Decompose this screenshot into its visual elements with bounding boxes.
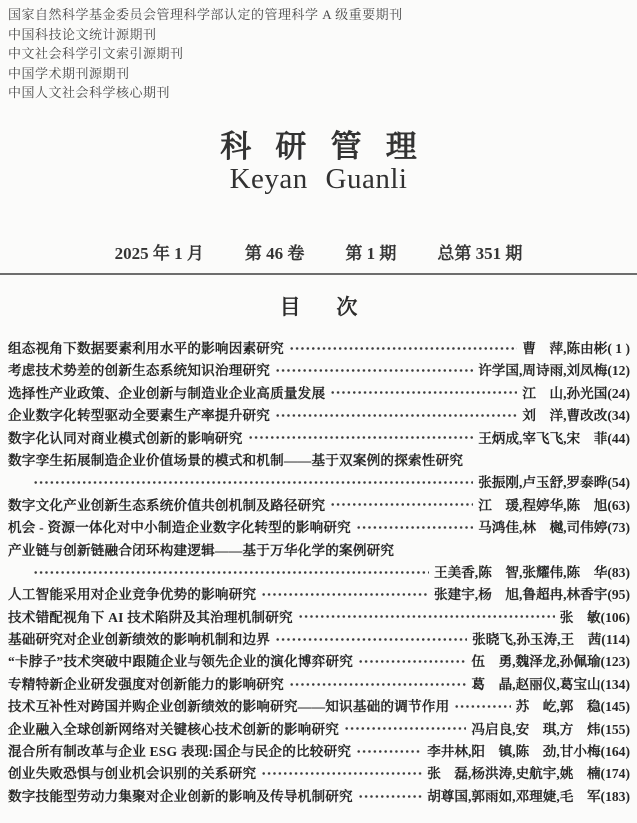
toc-entry-page: (174) xyxy=(600,766,630,782)
dot-leader xyxy=(248,431,474,444)
toc-entry-title: 组态视角下数据要素利用水平的影响因素研究 xyxy=(8,341,284,356)
dot-leader xyxy=(330,498,473,511)
toc-entry-title: 考虑技术势差的创新生态系统知识治理研究 xyxy=(8,363,271,379)
toc-entry-title: 基础研究对企业创新绩效的影响机制和边界 xyxy=(8,632,271,648)
toc-entry-authors: 胡尊国,郭雨如,邓理婕,毛 军 xyxy=(427,788,601,804)
toc-entry-page: (114) xyxy=(601,632,630,648)
issue-date: 2025 年 1 月 xyxy=(114,244,204,263)
toc-entry-title: 混合所有制改革与企业 ESG 表现:国企与民企的比较研究 xyxy=(8,744,352,760)
journal-title-cn: 科研管理 xyxy=(220,129,441,164)
toc-entry-title: 人工智能采用对企业竞争优势的影响研究 xyxy=(8,587,257,603)
toc-entry-authors: 张 敏 xyxy=(559,609,601,625)
toc-entry xyxy=(8,337,630,359)
dot-leader xyxy=(289,678,467,691)
toc-entry xyxy=(8,628,630,650)
dot-leader xyxy=(275,633,467,646)
dot-leader xyxy=(358,655,466,668)
toc-entry-page: (63) xyxy=(607,497,630,513)
toc-entry xyxy=(8,583,630,605)
dot-leader xyxy=(261,588,429,601)
toc-entry xyxy=(8,494,630,516)
dot-leader xyxy=(344,722,466,735)
toc-entry xyxy=(8,382,630,404)
toc-entry-title: 创业失败恐惧与创业机会识别的关系研究 xyxy=(8,766,257,782)
toc-entry-title: 数字文化产业创新生态系统价值共创机制及路径研究 xyxy=(8,497,326,513)
toc-entry-title: 产业链与创新链融合闭环构建逻辑——基于万华化学的案例研究 xyxy=(8,542,395,558)
toc-entry-authors: 葛 晶,赵丽仪,葛宝山 xyxy=(471,676,601,692)
toc-entry-authors: 江 山,孙光国 xyxy=(522,385,608,401)
toc-entry xyxy=(8,516,630,538)
toc-entry-title: 数字孪生拓展制造企业价值场景的模式和机制——基于双案例的探索性研究 xyxy=(8,452,464,468)
toc-entry-title: 数字化认同对商业模式创新的影响研究 xyxy=(8,430,243,446)
accreditation-list xyxy=(8,5,627,103)
toc-entry-page: (12) xyxy=(607,363,630,379)
dot-leader xyxy=(275,364,473,377)
toc-entry-title: 机会 - 资源一体化对中小制造企业数字化转型的影响研究 xyxy=(8,520,351,536)
toc-entry-authors: 张建宇,杨 旭,鲁超冉,林香宇 xyxy=(434,587,608,603)
dot-leader xyxy=(33,566,429,579)
toc-entry-authors: 张 磊,杨洪涛,史航宇,姚 楠 xyxy=(427,766,601,782)
toc-entry xyxy=(8,785,630,807)
toc-entry-authors: 王美香,陈 智,张耀伟,陈 华 xyxy=(434,564,608,580)
toc-entry-continuation xyxy=(8,471,630,493)
dot-leader xyxy=(358,790,422,803)
toc-entry xyxy=(8,359,630,381)
toc-entry-page: (164) xyxy=(600,744,630,760)
toc-entry-page: ( 1 ) xyxy=(607,341,630,356)
accreditation-line: 中国学术期刊源期刊 xyxy=(8,65,130,81)
toc-entry xyxy=(8,740,630,762)
toc-entry-title: 选择性产业政策、企业创新与制造业企业高质量发展 xyxy=(8,385,326,401)
toc-entry-authors: 冯启良,安 琪,方 炜 xyxy=(471,721,601,737)
toc-entry-page: (123) xyxy=(600,654,630,670)
dot-leader xyxy=(356,521,473,534)
toc-entry xyxy=(8,718,630,740)
dot-leader xyxy=(356,745,422,758)
toc-entry-page: (155) xyxy=(600,721,630,737)
accreditation-line: 国家自然科学基金委员会管理科学部认定的管理科学 A 级重要期刊 xyxy=(8,7,403,22)
dot-leader xyxy=(298,610,555,623)
accreditation-line: 中国人文社会科学核心期刊 xyxy=(8,85,171,101)
toc-entry-authors: 李井林,阳 镇,陈 劲,甘小梅 xyxy=(427,744,601,760)
toc-entry-title: 技术错配视角下 AI 技术陷阱及其治理机制研究 xyxy=(8,609,293,625)
toc-entry-authors: 许学国,周诗雨,刘凤梅 xyxy=(478,363,608,379)
contents-heading: 目次 xyxy=(279,295,394,319)
toc-entry-authors: 王炳成,宰飞飞,宋 菲 xyxy=(478,430,608,446)
dot-leader xyxy=(454,700,510,713)
issue-line xyxy=(0,239,637,264)
toc-entry-title: 企业数字化转型驱动全要素生产率提升研究 xyxy=(8,408,271,424)
toc-entry-authors: 马鸿佳,林 樾,司伟婷 xyxy=(478,520,608,536)
toc-entry xyxy=(8,606,630,628)
toc-entry-page: (145) xyxy=(600,699,630,715)
issue-volume: 第 46 卷 xyxy=(244,244,305,263)
dot-leader xyxy=(261,767,422,780)
issue-total: 总第 351 期 xyxy=(437,244,523,263)
toc-entry-page: (54) xyxy=(607,475,630,491)
toc-entry-title: 企业融入全球创新网络对关键核心技术创新的影响研究 xyxy=(8,721,340,737)
toc-entry-title: 专精特新企业研发强度对创新能力的影响研究 xyxy=(8,676,284,692)
toc-entry-authors: 苏 屹,郭 稳 xyxy=(515,699,601,715)
toc-entry-authors: 张振刚,卢玉舒,罗泰晔 xyxy=(478,475,608,491)
horizontal-rule xyxy=(0,273,637,275)
toc-entry-page: (83) xyxy=(607,564,630,580)
toc-entry xyxy=(8,449,630,471)
toc-entry-page: (95) xyxy=(607,587,630,603)
dot-leader xyxy=(330,386,517,399)
accreditation-line: 中国科技论文统计源期刊 xyxy=(8,26,157,42)
journal-title-pinyin: Keyan Guanli xyxy=(229,163,408,195)
issue-number: 第 1 期 xyxy=(345,244,397,263)
toc-entry-page: (73) xyxy=(607,520,630,536)
toc-entry-continuation xyxy=(8,561,630,583)
toc-entry-authors: 曹 萍,陈由彬 xyxy=(522,341,608,356)
toc-entry-page: (34) xyxy=(607,408,630,424)
toc-entry xyxy=(8,650,630,672)
toc-entry-page: (44) xyxy=(607,430,630,446)
dot-leader xyxy=(33,476,473,489)
toc-entry xyxy=(8,404,630,426)
dot-leader xyxy=(289,342,518,355)
toc-entry-title: 技术互补性对跨国并购企业创新绩效的影响研究——知识基础的调节作用 xyxy=(8,699,450,715)
toc-list xyxy=(8,337,630,807)
toc-entry-page: (106) xyxy=(600,609,630,625)
toc-entry-authors: 张晓飞,孙玉涛,王 茜 xyxy=(472,632,602,648)
toc-entry xyxy=(8,539,630,561)
dot-leader xyxy=(275,409,517,422)
toc-entry-page: (24) xyxy=(607,385,630,401)
toc-entry xyxy=(8,673,630,695)
toc-entry-page: (134) xyxy=(600,676,630,692)
toc-entry xyxy=(8,427,630,449)
toc-entry-authors: 江 瑗,程婷华,陈 旭 xyxy=(478,497,608,513)
toc-entry xyxy=(8,695,630,717)
toc-entry-page: (183) xyxy=(600,788,630,804)
accreditation-line: 中文社会科学引文索引源期刊 xyxy=(8,46,184,62)
toc-entry-title: “卡脖子”技术突破中跟随企业与领先企业的演化博弈研究 xyxy=(8,654,354,670)
toc-entry-title: 数字技能型劳动力集聚对企业创新的影响及传导机制研究 xyxy=(8,788,353,804)
toc-entry xyxy=(8,762,630,784)
toc-entry-authors: 伍 勇,魏泽龙,孙佩瑜 xyxy=(471,654,601,670)
toc-entry-authors: 刘 洋,曹改改 xyxy=(522,408,608,424)
